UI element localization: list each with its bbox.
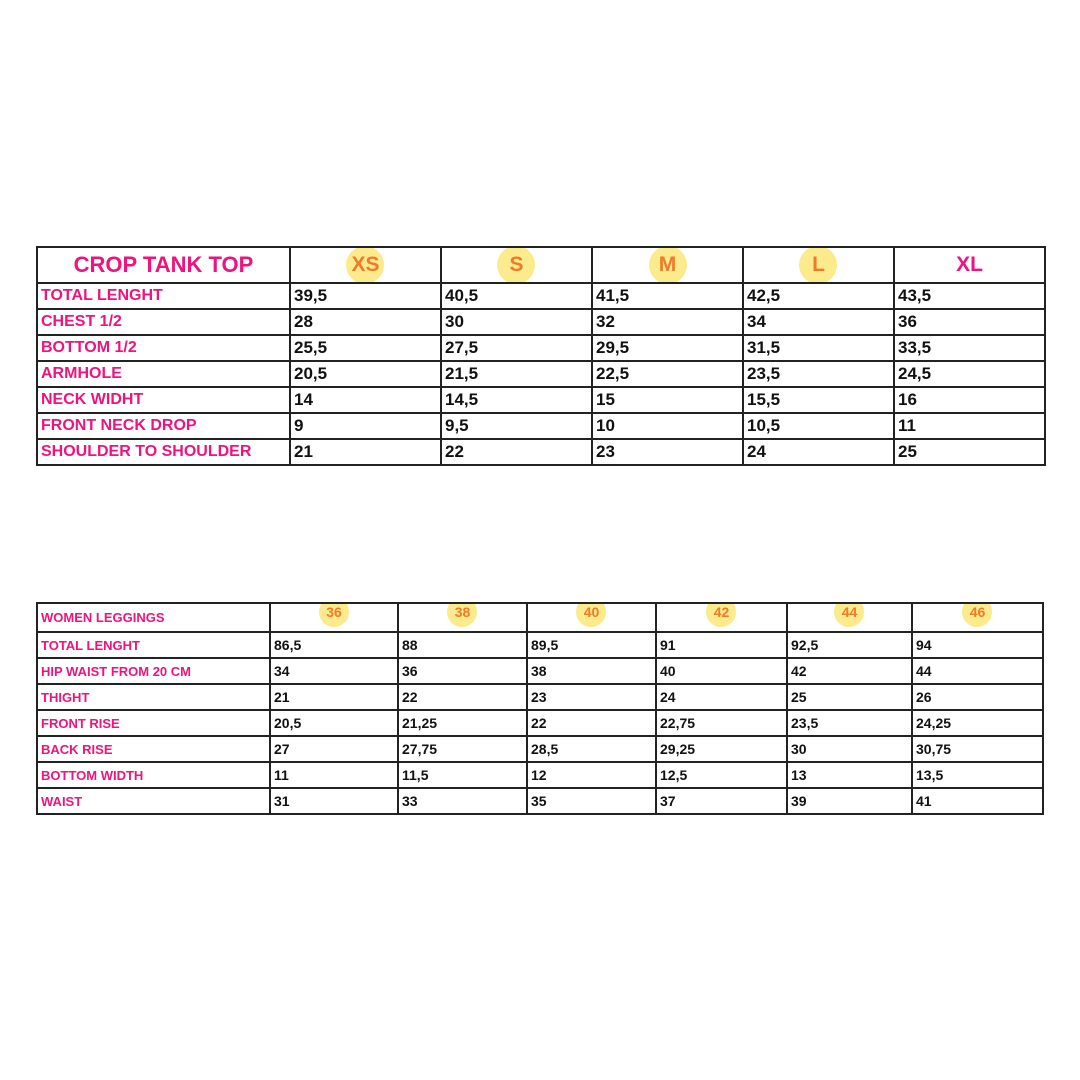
- table-row: [37, 387, 1045, 413]
- measurement-value: 24,25: [912, 710, 1043, 736]
- size-marker: [970, 604, 986, 620]
- measurement-label: BOTTOM WIDTH: [37, 762, 270, 788]
- size-header-cell: [787, 603, 912, 632]
- size-marker: [714, 604, 730, 620]
- measurement-value: 27,5: [441, 335, 592, 361]
- measurement-value: 42,5: [743, 283, 894, 309]
- measurement-value: 40,5: [441, 283, 592, 309]
- size-label: 40: [583, 604, 600, 620]
- measurement-value: 86,5: [270, 632, 398, 658]
- table-row: [37, 335, 1045, 361]
- measurement-label: FRONT RISE: [37, 710, 270, 736]
- measurement-value: 36: [894, 309, 1045, 335]
- table-row: [37, 788, 1043, 814]
- measurement-value: 33: [398, 788, 527, 814]
- size-header-cell: [527, 603, 656, 632]
- size-marker: [584, 604, 600, 620]
- measurement-label: BOTTOM 1/2: [37, 335, 290, 361]
- measurement-value: 37: [656, 788, 787, 814]
- measurement-value: 20,5: [270, 710, 398, 736]
- size-marker: [956, 253, 983, 277]
- measurement-value: 22: [398, 684, 527, 710]
- measurement-value: 10,5: [743, 413, 894, 439]
- size-marker: [326, 604, 342, 620]
- table-row: [37, 632, 1043, 658]
- measurement-value: 33,5: [894, 335, 1045, 361]
- measurement-value: 13,5: [912, 762, 1043, 788]
- measurement-value: 41,5: [592, 283, 743, 309]
- measurement-value: 38: [527, 658, 656, 684]
- size-marker: [455, 604, 471, 620]
- measurement-value: 41: [912, 788, 1043, 814]
- table-row: [37, 658, 1043, 684]
- measurement-value: 21: [270, 684, 398, 710]
- size-header-cell: [592, 247, 743, 283]
- measurement-label: CHEST 1/2: [37, 309, 290, 335]
- measurement-value: 34: [270, 658, 398, 684]
- measurement-value: 39,5: [290, 283, 441, 309]
- size-label: XL: [956, 253, 983, 276]
- size-label: 36: [326, 604, 342, 620]
- size-header-cell: [398, 603, 527, 632]
- size-marker: [812, 253, 825, 277]
- table-row: [37, 361, 1045, 387]
- table-row: [37, 309, 1045, 335]
- table-row: [37, 710, 1043, 736]
- measurement-value: 11: [270, 762, 398, 788]
- table-title: WOMEN LEGGINGS: [37, 603, 270, 632]
- size-label: XS: [351, 253, 380, 276]
- measurement-value: 23: [527, 684, 656, 710]
- size-marker: [509, 253, 523, 277]
- measurement-value: 22: [441, 439, 592, 465]
- measurement-value: 42: [787, 658, 912, 684]
- measurement-value: 31: [270, 788, 398, 814]
- measurement-value: 23: [592, 439, 743, 465]
- measurement-value: 21,25: [398, 710, 527, 736]
- measurement-value: 9,5: [441, 413, 592, 439]
- measurement-value: 26: [912, 684, 1043, 710]
- measurement-value: 43,5: [894, 283, 1045, 309]
- measurement-value: 12,5: [656, 762, 787, 788]
- measurement-value: 13: [787, 762, 912, 788]
- measurement-value: 31,5: [743, 335, 894, 361]
- size-marker: [659, 253, 677, 277]
- measurement-value: 11,5: [398, 762, 527, 788]
- measurement-label: THIGHT: [37, 684, 270, 710]
- measurement-value: 88: [398, 632, 527, 658]
- measurement-value: 23,5: [743, 361, 894, 387]
- measurement-label: TOTAL LENGHT: [37, 632, 270, 658]
- measurement-value: 36: [398, 658, 527, 684]
- measurement-value: 20,5: [290, 361, 441, 387]
- measurement-value: 16: [894, 387, 1045, 413]
- measurement-label: ARMHOLE: [37, 361, 290, 387]
- table-row: [37, 762, 1043, 788]
- measurement-label: BACK RISE: [37, 736, 270, 762]
- measurement-value: 14,5: [441, 387, 592, 413]
- crop-tank-top-size-table: [36, 246, 1046, 466]
- table-row: [37, 684, 1043, 710]
- measurement-value: 21: [290, 439, 441, 465]
- size-label: 42: [713, 604, 730, 620]
- size-header-cell: [270, 603, 398, 632]
- measurement-value: 22,75: [656, 710, 787, 736]
- size-label: 44: [841, 604, 858, 620]
- measurement-value: 28,5: [527, 736, 656, 762]
- size-header-cell: [441, 247, 592, 283]
- size-label: S: [509, 253, 524, 276]
- measurement-label: NECK WIDHT: [37, 387, 290, 413]
- measurement-label: WAIST: [37, 788, 270, 814]
- size-header-cell: [743, 247, 894, 283]
- measurement-value: 24: [743, 439, 894, 465]
- measurement-value: 34: [743, 309, 894, 335]
- measurement-value: 92,5: [787, 632, 912, 658]
- size-label: L: [812, 253, 825, 276]
- measurement-value: 94: [912, 632, 1043, 658]
- measurement-value: 12: [527, 762, 656, 788]
- size-marker: [351, 253, 379, 277]
- size-header-cell: [912, 603, 1043, 632]
- measurement-value: 9: [290, 413, 441, 439]
- measurement-value: 91: [656, 632, 787, 658]
- table-title: CROP TANK TOP: [37, 247, 290, 283]
- measurement-value: 29,5: [592, 335, 743, 361]
- measurement-value: 25,5: [290, 335, 441, 361]
- table-row: [37, 736, 1043, 762]
- measurement-value: 10: [592, 413, 743, 439]
- measurement-value: 30: [787, 736, 912, 762]
- size-label: 38: [454, 604, 471, 620]
- measurement-value: 27,75: [398, 736, 527, 762]
- measurement-value: 35: [527, 788, 656, 814]
- measurement-label: FRONT NECK DROP: [37, 413, 290, 439]
- measurement-value: 24,5: [894, 361, 1045, 387]
- measurement-value: 28: [290, 309, 441, 335]
- size-header-row: [37, 603, 1043, 632]
- measurement-value: 24: [656, 684, 787, 710]
- measurement-value: 22,5: [592, 361, 743, 387]
- measurement-value: 15,5: [743, 387, 894, 413]
- table-row: [37, 413, 1045, 439]
- measurement-value: 25: [894, 439, 1045, 465]
- table-row: [37, 439, 1045, 465]
- measurement-value: 40: [656, 658, 787, 684]
- measurement-value: 89,5: [527, 632, 656, 658]
- measurement-label: TOTAL LENGHT: [37, 283, 290, 309]
- measurement-value: 30,75: [912, 736, 1043, 762]
- size-header-cell: [656, 603, 787, 632]
- size-label: 46: [969, 604, 986, 620]
- size-marker: [842, 604, 858, 620]
- women-leggings-size-table: [36, 602, 1044, 815]
- size-header-row: [37, 247, 1045, 283]
- measurement-value: 25: [787, 684, 912, 710]
- measurement-value: 23,5: [787, 710, 912, 736]
- measurement-label: SHOULDER TO SHOULDER: [37, 439, 290, 465]
- size-label: M: [658, 253, 677, 276]
- table-row: [37, 283, 1045, 309]
- size-header-cell: [894, 247, 1045, 283]
- measurement-value: 14: [290, 387, 441, 413]
- measurement-value: 21,5: [441, 361, 592, 387]
- measurement-value: 27: [270, 736, 398, 762]
- measurement-value: 11: [894, 413, 1045, 439]
- measurement-value: 29,25: [656, 736, 787, 762]
- measurement-value: 32: [592, 309, 743, 335]
- measurement-value: 39: [787, 788, 912, 814]
- measurement-value: 22: [527, 710, 656, 736]
- measurement-value: 44: [912, 658, 1043, 684]
- measurement-value: 30: [441, 309, 592, 335]
- measurement-label: HIP WAIST FROM 20 CM: [37, 658, 270, 684]
- measurement-value: 15: [592, 387, 743, 413]
- size-header-cell: [290, 247, 441, 283]
